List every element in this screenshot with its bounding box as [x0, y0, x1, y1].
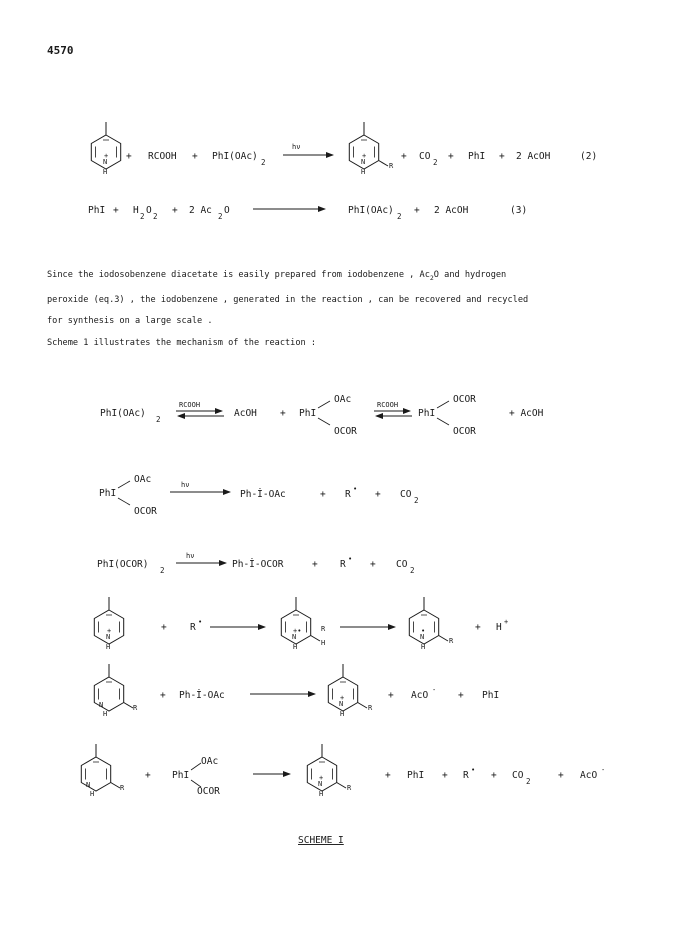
svg-text:H: H	[103, 710, 108, 718]
svg-text:+: +	[442, 770, 448, 781]
paragraph-line: Scheme 1 illustrates the mechanism of the reaction :	[47, 337, 317, 348]
svg-text:+: +	[172, 205, 178, 216]
svg-text:O: O	[224, 205, 230, 216]
svg-text:R: R	[389, 162, 394, 170]
svg-text:OCOR: OCOR	[453, 426, 476, 437]
svg-text:OCOR: OCOR	[334, 426, 357, 437]
svg-text:OCOR: OCOR	[453, 394, 476, 405]
svg-text:H: H	[361, 168, 366, 176]
svg-text:+: +	[370, 559, 376, 570]
body-paragraph	[47, 265, 647, 354]
svg-text:H: H	[133, 205, 139, 216]
svg-text:2: 2	[526, 777, 531, 786]
svg-text:Ph-İ-OAc: Ph-İ-OAc	[240, 489, 286, 500]
svg-text:H: H	[106, 643, 111, 651]
svg-text:R: R	[133, 704, 138, 712]
svg-text:•: •	[198, 618, 203, 626]
svg-text:+: +	[340, 694, 345, 702]
svg-text:N: N	[86, 781, 91, 789]
svg-text:+: +	[160, 690, 166, 701]
svg-text:CO: CO	[396, 559, 408, 570]
svg-text:AcOH: AcOH	[234, 408, 257, 419]
equation-number-3: (3)	[510, 205, 528, 216]
svg-text:+: +	[280, 408, 286, 419]
svg-text:+: +	[491, 770, 497, 781]
svg-text:+: +	[192, 151, 198, 162]
svg-text:2: 2	[433, 158, 438, 167]
svg-text:+: +	[558, 770, 564, 781]
svg-text:R: R	[340, 559, 346, 570]
phi-oac2-label: PhI(OAc)	[212, 151, 258, 162]
scheme-row-2	[99, 474, 419, 517]
svg-text:+: +	[385, 770, 391, 781]
pyridinium-n-plus: N	[103, 158, 108, 166]
svg-text:R: R	[190, 622, 196, 633]
svg-text:+: +	[475, 622, 481, 633]
svg-text:RCOOH: RCOOH	[179, 401, 201, 409]
svg-text:+: +	[499, 151, 505, 162]
svg-text:+•: +•	[293, 627, 302, 635]
svg-text:2 AcOH: 2 AcOH	[434, 205, 469, 216]
svg-text:2: 2	[153, 212, 158, 221]
svg-text:OAc: OAc	[134, 474, 152, 485]
svg-text:R: R	[449, 637, 454, 645]
svg-text:+: +	[504, 618, 509, 626]
svg-text:2: 2	[218, 212, 223, 221]
svg-text:2 AcOH: 2 AcOH	[516, 151, 551, 162]
svg-text:•: •	[471, 766, 476, 774]
svg-text:R: R	[321, 625, 326, 633]
co2-label: CO	[419, 151, 431, 162]
svg-text:AcO: AcO	[411, 690, 429, 701]
svg-text:R: R	[120, 784, 125, 792]
svg-text:PhI: PhI	[172, 770, 190, 781]
svg-text:R: R	[347, 784, 352, 792]
svg-text:+: +	[375, 489, 381, 500]
svg-text:RCOOH: RCOOH	[377, 401, 399, 409]
svg-text:PhI: PhI	[88, 205, 106, 216]
svg-text:OAc: OAc	[334, 394, 352, 405]
svg-text:PhI: PhI	[407, 770, 425, 781]
svg-text:R: R	[368, 704, 373, 712]
svg-text:H: H	[496, 622, 502, 633]
scheme-row-1	[100, 394, 544, 437]
svg-text:PhI: PhI	[482, 690, 500, 701]
paragraph-line: Since the iodosobenzene diacetate is easily prepared from iodobenzene , $Ac_2O$ and hydrogen	[47, 270, 507, 282]
svg-text:Ph-İ-OAc: Ph-İ-OAc	[179, 690, 225, 701]
svg-text:H: H	[340, 710, 345, 718]
paragraph-line: peroxide (eq.3) , the iodobenzene , generated in the reaction , can be recovered and recycled	[47, 294, 529, 305]
svg-text:2: 2	[140, 212, 145, 221]
svg-text:OCOR: OCOR	[197, 786, 220, 797]
svg-text:CO: CO	[400, 489, 412, 500]
svg-text:2: 2	[156, 415, 161, 424]
svg-text:2: 2	[160, 566, 165, 575]
rcooh-label: RCOOH	[148, 151, 177, 162]
svg-text:H: H	[319, 790, 324, 798]
svg-text:•: •	[421, 627, 426, 635]
svg-text:2: 2	[410, 566, 415, 575]
svg-text:R: R	[345, 489, 351, 500]
svg-text:+: +	[401, 151, 407, 162]
svg-text:N: N	[339, 700, 344, 708]
svg-text:+: +	[414, 205, 420, 216]
svg-text:PhI(OCOR): PhI(OCOR)	[97, 559, 149, 570]
svg-text:+: +	[458, 690, 464, 701]
scheme-row-4	[94, 597, 508, 651]
svg-text:+: +	[312, 559, 318, 570]
svg-text:+: +	[126, 151, 132, 162]
svg-text:-: -	[601, 766, 606, 774]
scheme-row-3	[97, 552, 415, 575]
svg-text:N: N	[106, 633, 111, 641]
svg-text:-: -	[432, 686, 437, 694]
svg-text:R: R	[463, 770, 469, 781]
svg-text:+: +	[161, 622, 167, 633]
scheme-row-5	[94, 664, 499, 718]
svg-text:OAc: OAc	[201, 756, 219, 767]
svg-text:PhI(OAc): PhI(OAc)	[348, 205, 394, 216]
svg-text:CO: CO	[512, 770, 524, 781]
svg-text:OCOR: OCOR	[134, 506, 157, 517]
svg-text:N: N	[318, 780, 323, 788]
svg-text:hν: hν	[186, 552, 195, 560]
svg-text:+: +	[107, 627, 112, 635]
svg-text:PhI: PhI	[468, 151, 486, 162]
svg-text:N: N	[99, 701, 104, 709]
svg-text:PhI: PhI	[299, 408, 317, 419]
svg-text:+: +	[104, 152, 109, 160]
svg-text:2: 2	[397, 212, 402, 221]
scheme-row-6	[81, 744, 605, 798]
svg-text:PhI(OAc): PhI(OAc)	[100, 408, 146, 419]
svg-text:+: +	[145, 770, 151, 781]
svg-text:+ AcOH: + AcOH	[509, 408, 544, 419]
svg-text:+: +	[448, 151, 454, 162]
svg-text:H: H	[421, 643, 426, 651]
svg-text:hν: hν	[181, 481, 190, 489]
scheme-caption: SCHEME I	[298, 835, 344, 846]
svg-text:+: +	[319, 774, 324, 782]
svg-text:N: N	[292, 633, 297, 641]
equation-number-2: (2)	[580, 151, 598, 162]
svg-text:•: •	[348, 555, 353, 563]
svg-text:+: +	[113, 205, 119, 216]
svg-text:PhI: PhI	[99, 488, 117, 499]
svg-text:N: N	[420, 633, 425, 641]
page-number: 4570	[47, 44, 74, 57]
svg-text:+: +	[388, 690, 394, 701]
equation-2	[91, 122, 597, 176]
hv-label: hν	[292, 143, 301, 151]
svg-text:+: +	[320, 489, 326, 500]
equation-3	[88, 205, 527, 221]
svg-text:+: +	[362, 152, 367, 160]
svg-text:N: N	[361, 158, 366, 166]
svg-text:2 Ac: 2 Ac	[189, 205, 212, 216]
svg-text:O: O	[146, 205, 152, 216]
svg-text:•: •	[353, 485, 358, 493]
svg-text:2: 2	[261, 158, 266, 167]
paragraph-line: for synthesis on a large scale .	[47, 316, 213, 326]
svg-text:H: H	[321, 639, 326, 647]
nh-label: H	[103, 168, 108, 176]
svg-text:Ph-İ-OCOR: Ph-İ-OCOR	[232, 559, 284, 570]
svg-text:H: H	[293, 643, 298, 651]
svg-text:H: H	[90, 790, 95, 798]
svg-text:2: 2	[414, 496, 419, 505]
svg-text:AcO: AcO	[580, 770, 598, 781]
svg-text:PhI: PhI	[418, 408, 436, 419]
